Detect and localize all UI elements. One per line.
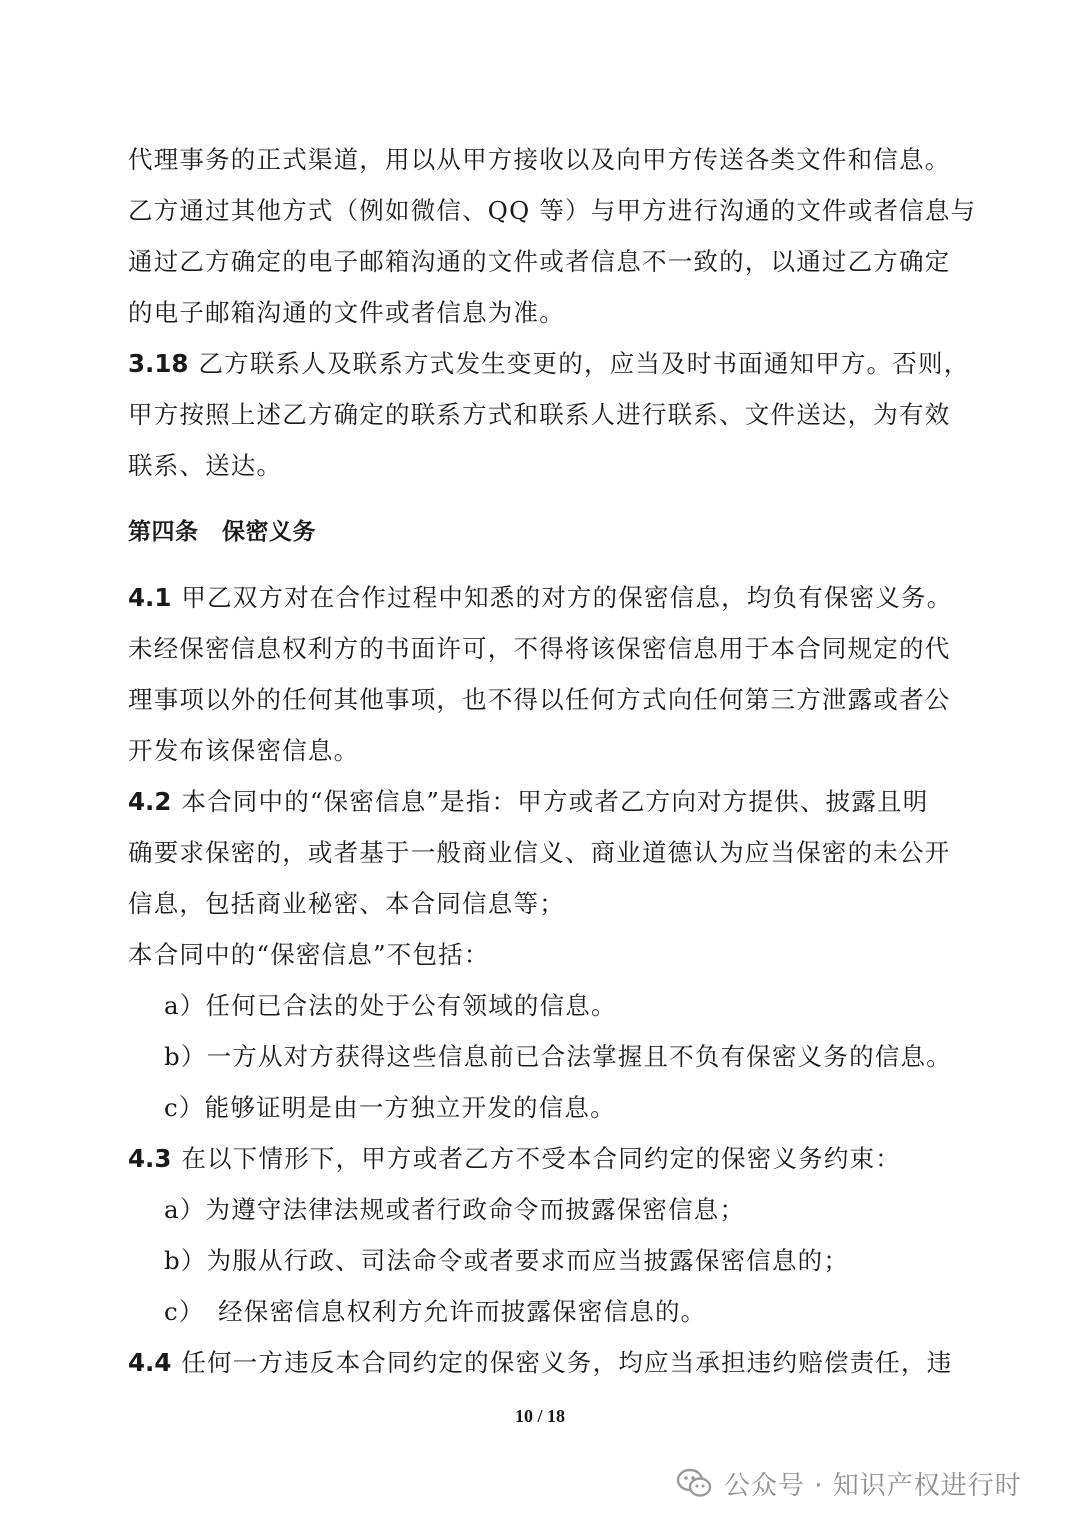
watermark [676,1458,1022,1508]
list-item [164,1243,849,1279]
line-text: 未经保密信息权利方的书面许可，不得将该保密信息用于本合同规定的代 [128,634,951,663]
line-text: 开发布该保密信息。 [128,736,360,765]
section-heading [128,514,316,550]
line-text: b）为服从行政、司法命令或者要求而应当披露保密信息的； [164,1246,850,1275]
line-text: c）能够证明是由一方独立开发的信息。 [164,1093,616,1122]
body-line [128,682,950,718]
body-line [128,937,490,973]
line-text: a）为遵守法律法规或者行政命令而披露保密信息； [164,1195,746,1224]
line-text: 任何一方违反本合同约定的保密义务，均应当承担违约赔偿责任，违 [181,1348,953,1377]
body-line [128,631,950,667]
page-number: 10 / 18 [514,1406,565,1426]
body-line [128,397,950,433]
body-line [128,142,950,178]
line-text: c） 经保密信息权利方允许而披露保密信息的。 [164,1297,707,1326]
list-item [164,1294,706,1330]
clause-4-2 [128,784,928,820]
list-item [164,1192,745,1228]
clause-4-3 [128,1141,901,1177]
clause-number: 4.1 [128,583,172,612]
line-text: 乙方联系人及联系方式发生变更的，应当及时书面通知甲方。否则， [198,349,970,378]
body-line [128,886,565,922]
clause-3-18 [128,346,969,382]
body-line [128,733,359,769]
line-text: 在以下情形下，甲方或者乙方不受本合同约定的保密义务约束： [181,1144,902,1173]
wechat-official-account-icon [676,1467,712,1499]
clause-4-4 [128,1345,952,1381]
clause-number: 4.2 [128,787,172,816]
line-text: 通过乙方确定的电子邮箱沟通的文件或者信息不一致的，以通过乙方确定 [128,247,951,276]
clause-number: 3.18 [128,349,189,378]
line-text: 的电子邮箱沟通的文件或者信息为准。 [128,298,565,327]
line-text: 本合同中的“保密信息”不包括： [128,940,490,969]
line-text: 甲方按照上述乙方确定的联系方式和联系人进行联系、文件送达，为有效 [128,400,951,429]
line-text: 本合同中的“保密信息”是指：甲方或者乙方向对方提供、披露且明 [181,787,929,816]
list-item [164,1039,952,1075]
line-text: 理事项以外的任何其他事项，也不得以任何方式向任何第三方泄露或者公 [128,685,951,714]
line-text: 代理事务的正式渠道，用以从甲方接收以及向甲方传送各类文件和信息。 [128,145,951,174]
line-text: 甲乙双方对在合作过程中知悉的对方的保密信息，均负有保密义务。 [181,583,953,612]
body-line [128,244,950,280]
clause-number: 4.3 [128,1144,172,1173]
list-item [164,1090,616,1126]
body-line [128,448,282,484]
clause-4-1 [128,580,952,616]
line-text: 联系、送达。 [128,451,283,480]
line-text: a）任何已合法的处于公有领域的信息。 [164,991,617,1020]
heading-text: 第四条 保密义务 [128,519,316,545]
list-item [164,988,617,1024]
clause-number: 4.4 [128,1348,172,1377]
body-line [128,295,565,331]
line-text: 乙方通过其他方式（例如微信、QQ 等）与甲方进行沟通的文件或者信息与 [128,196,977,225]
body-line [128,835,950,871]
line-text: 信息，包括商业秘密、本合同信息等； [128,889,565,918]
watermark-text: 公众号 · 知识产权进行时 [724,1470,1022,1501]
line-text: 确要求保密的，或者基于一般商业信义、商业道德认为应当保密的未公开 [128,838,951,867]
body-line [128,193,976,229]
line-text: b）一方从对方获得这些信息前已合法掌握且不负有保密义务的信息。 [164,1042,952,1071]
